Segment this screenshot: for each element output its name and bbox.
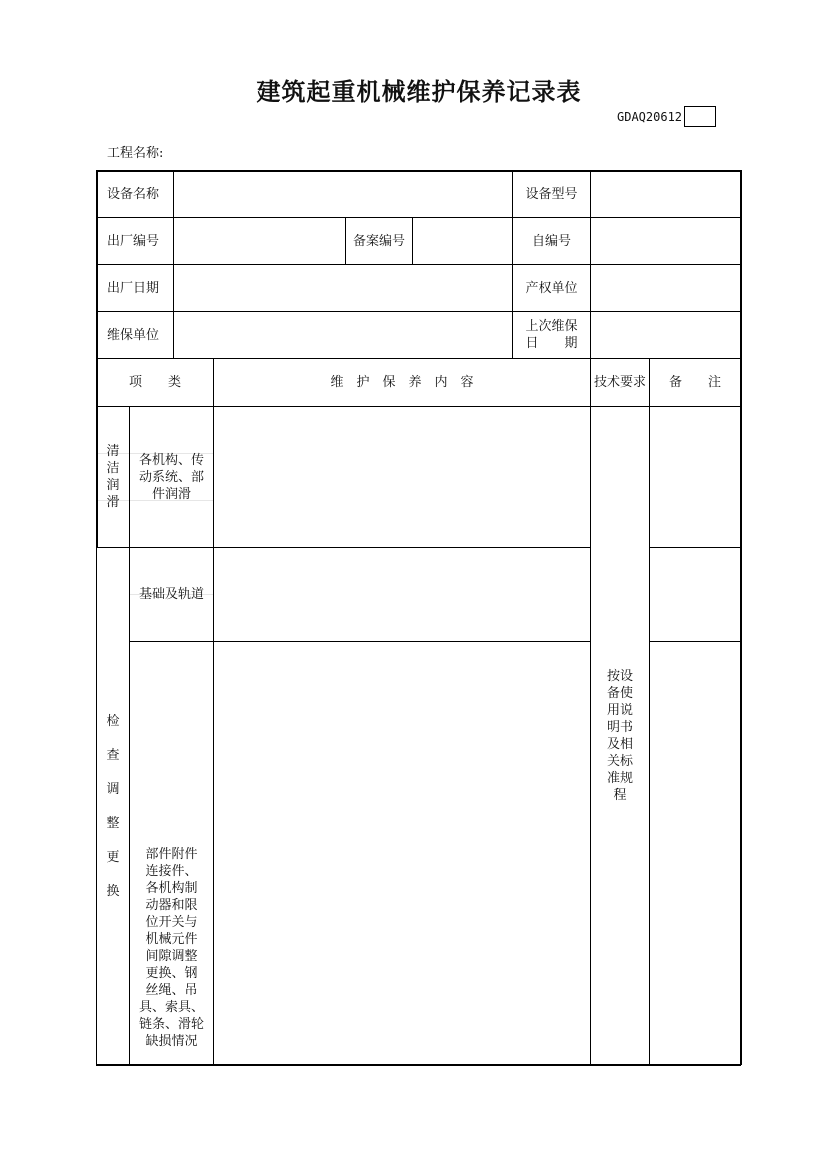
factory-date-field[interactable]: [174, 265, 512, 311]
last-maintenance-date-label: [513, 312, 590, 358]
maintenance-unit-field[interactable]: [174, 312, 512, 358]
factory-number-label: 出厂编号: [107, 233, 160, 249]
factory-number-field[interactable]: [174, 218, 345, 264]
last-maintenance-date-line1: 上次维保: [525, 319, 578, 334]
parts-item-label: 部件附件 连接件、 各机构制 动器和限 位开关与 机械元件 间隙调整 更换、钢 丝绳、吊 具、索具、 链条、滑轮 缺损情况: [130, 642, 213, 1064]
maintenance-unit-label: 维保单位: [107, 327, 160, 343]
content-header: 维 护 保 养 内 容: [330, 375, 474, 390]
owner-unit-field[interactable]: [591, 265, 740, 311]
foundation-remarks-field[interactable]: [650, 548, 740, 641]
equipment-model-field[interactable]: [591, 171, 740, 217]
last-maintenance-date-field[interactable]: [591, 312, 740, 358]
equipment-name-label: 设备名称: [107, 186, 160, 202]
cleaning-content-field[interactable]: [214, 407, 590, 547]
self-number-label: 自编号: [531, 233, 571, 249]
inspection-adjust-replace-label: 检 查 调 整 更 换: [97, 548, 129, 1064]
equipment-model-label: 设备型号: [525, 186, 578, 202]
category-header: 项 类: [128, 375, 181, 390]
parts-content-field[interactable]: [214, 642, 590, 1064]
last-maintenance-date-line2: 日 期: [525, 336, 578, 351]
cleaning-lubrication-label: 清 洁 润 滑: [106, 444, 120, 510]
tech-requirement-text: 按设 备使 用说 明书 及相 关标 准规 程: [591, 407, 649, 1064]
factory-date-label: 出厂日期: [107, 280, 160, 296]
form-code: GDAQ20612: [617, 110, 683, 124]
self-number-field[interactable]: [591, 218, 740, 264]
filing-number-label: 备案编号: [352, 233, 405, 249]
foundation-track-label: 基础及轨道: [138, 587, 204, 602]
cleaning-item-label: 各机构、传 动系统、部 件润滑: [138, 452, 204, 502]
cleaning-remarks-field[interactable]: [650, 407, 740, 547]
tech-requirement-header: 技术要求: [593, 375, 646, 390]
owner-unit-label: 产权单位: [525, 280, 578, 296]
remarks-header: 备 注: [668, 375, 721, 390]
parts-remarks-field[interactable]: [650, 642, 740, 1064]
page-title: 建筑起重机械维护保养记录表: [256, 78, 582, 106]
filing-number-field[interactable]: [413, 218, 512, 264]
project-name-label: 工程名称:: [107, 146, 164, 161]
foundation-content-field[interactable]: [214, 548, 590, 641]
equipment-name-field[interactable]: [174, 171, 512, 217]
